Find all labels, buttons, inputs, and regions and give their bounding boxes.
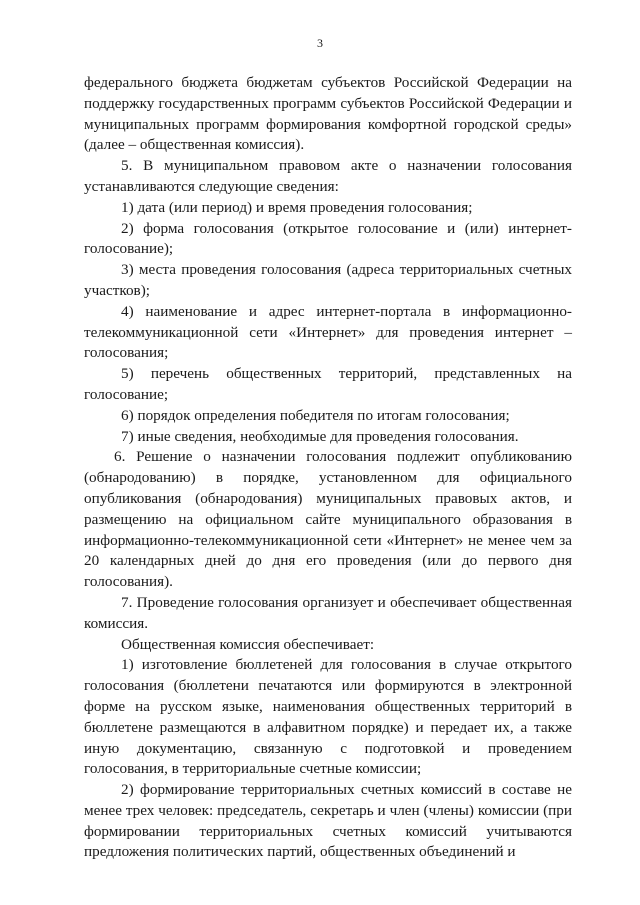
list-item-territories: 5) перечень общественных территорий, представленных на голосование; [84,365,572,403]
list-item-winner: 6) порядок определения победителя по итогам голосования; [121,406,510,424]
list-item-ballots: 1) изготовление бюллетеней для голосования в случае открытого голосования (бюллетени печатаются или формируются в электронной форме на русском языке, наименования общественных территорий в бюллетене размещаются в алфавитном порядке) и передает их, а также иную документацию, связанную с подготовкой и проведением голосования, в территориальные счетные комиссии; [84,656,572,778]
list-item-portal: 4) наименование и адрес интернет-портала в информационно-телекоммуникационной сети «Интернет» для проведения интернет – голосования; [84,302,572,362]
paragraph-item-6: 6. Решение о назначении голосования подлежит опубликованию (обнародованию) в порядке, установленном для официального опубликования (обнародования) муниципальных правовых актов, и размещению на официальном сайте муниципального образования в информационно-телекоммуникационной сети «Интернет» не менее чем за 20 календарных дней до дня его проведения (или до первого дня голосования). [84,448,572,591]
list-item-form: 2) форма голосования (открытое голосование и (или) интернет-голосование); [84,219,572,258]
list-item-date: 1) дата (или период) и время проведения голосования; [121,198,473,216]
paragraph-commission-provides: Общественная комиссия обеспечивает: [121,635,375,653]
page-number: 3 [317,36,323,50]
paragraph-item-5: 5. В муниципальном правовом акте о назначении голосования устанавливаются следующие сведения: [84,157,572,195]
paragraph-item-7: 7. Проведение голосования организует и обеспечивает общественная комиссия. [84,593,572,632]
list-item-other: 7) иные сведения, необходимые для проведения голосования. [121,427,519,445]
list-item-places: 3) места проведения голосования (адреса территориальных счетных участков); [84,261,572,299]
document-body [84,73,572,863]
paragraph-commission-definition: федерального бюджета бюджетам субъектов Российской Федерации на поддержку государственных программ субъектов Российской Федерации и муниципальных программ формирования комфортной городской среды» (далее – общественная комиссия). [84,74,572,154]
list-item-counting-commissions: 2) формирование территориальных счетных комиссий в составе не менее трех человек: председатель, секретарь и член (члены) комиссии (при формировании территориальных счетных комиссий учитываются предложения политических партий, общественных объединений и [84,781,572,861]
